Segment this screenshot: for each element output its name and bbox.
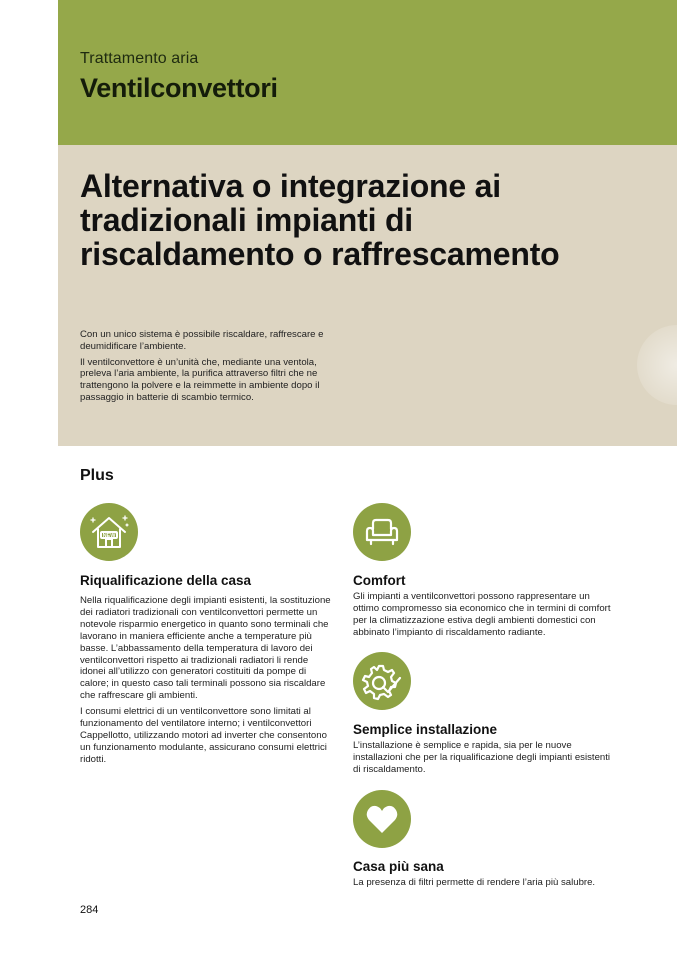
intro-paragraph: Con un unico sistema è possibile riscaldare, raffrescare e deumidificare l’ambiente. [80,329,324,352]
section-category: Trattamento aria [80,50,199,67]
feature-title-casa-sana: Casa più sana [353,859,444,874]
intro-paragraph: Il ventilconvettore è un’unità che, mediante una ventola, preleva l’aria ambiente, la purifica attraverso filtri che ne trattengono la polvere e la reimmette in ambiente dopo il passaggio in batterie di scambio termico. [80,356,320,403]
decorative-glow [637,325,677,405]
page-number: 284 [80,904,99,916]
feature-paragraph: Nella riqualificazione degli impianti esistenti, la sostituzione dei radiatori tradizionali con ventilconvettori permette un notevole risparmio energetico in quanto sono terminali che lavorano in maniera efficiente anche a temperature più basse. L’abbassamento della temperatura di lavoro dei ventilconvettori rispetto ai tradizionali radiatori li rende idonei all’utilizzo con generatori costituiti da pompe di calore; in questo caso tali terminali possono sia riscaldare che raffrescare gli ambienti. [80,595,331,702]
feature-title-installazione: Semplice installazione [353,722,498,737]
house-badge-label: NEW [102,533,116,539]
feature-text-casa-sana [353,877,623,893]
gear-check-icon [353,652,411,710]
armchair-icon [353,503,411,561]
feature-text-installazione [353,740,613,780]
feature-paragraph: I consumi elettrici di un ventilconvettore sono limitati al funzionamento del ventilatore interno; i ventilconvettori Cappellotto, utilizzando motori ad inverter che consentono un funzionamento modulante, assicurano consumi elettrici ridotti. [80,706,327,765]
section-title: Ventilconvettori [80,73,278,103]
feature-paragraph: La presenza di filtri permette di rendere l’aria più salubre. [353,877,596,888]
intro-text [80,329,350,408]
page-headline: Alternativa o integrazione ai tradizionali impianti di riscaldamento o raffrescamento [80,168,560,272]
feature-title-comfort: Comfort [353,573,406,588]
intro-band [58,145,677,446]
feature-text-riqualificazione [80,595,334,770]
header-band [58,0,677,145]
feature-paragraph: L’installazione è semplice e rapida, sia per le nuove installazioni che per la riqualificazione degli impianti esistenti di riscaldamento. [353,740,611,775]
house-new-icon [80,503,138,561]
feature-title-riqualificazione: Riqualificazione della casa [80,573,252,588]
heart-icon [353,790,411,848]
feature-text-comfort [353,591,613,643]
feature-paragraph: Gli impianti a ventilconvettori possono rappresentare un ottimo compromesso sia economico che in termini di comfort per la climatizzazione estiva degli ambienti domestici con abbinato l’impianto di riscaldamento radiante. [353,591,611,638]
plus-title: Plus [80,467,114,484]
